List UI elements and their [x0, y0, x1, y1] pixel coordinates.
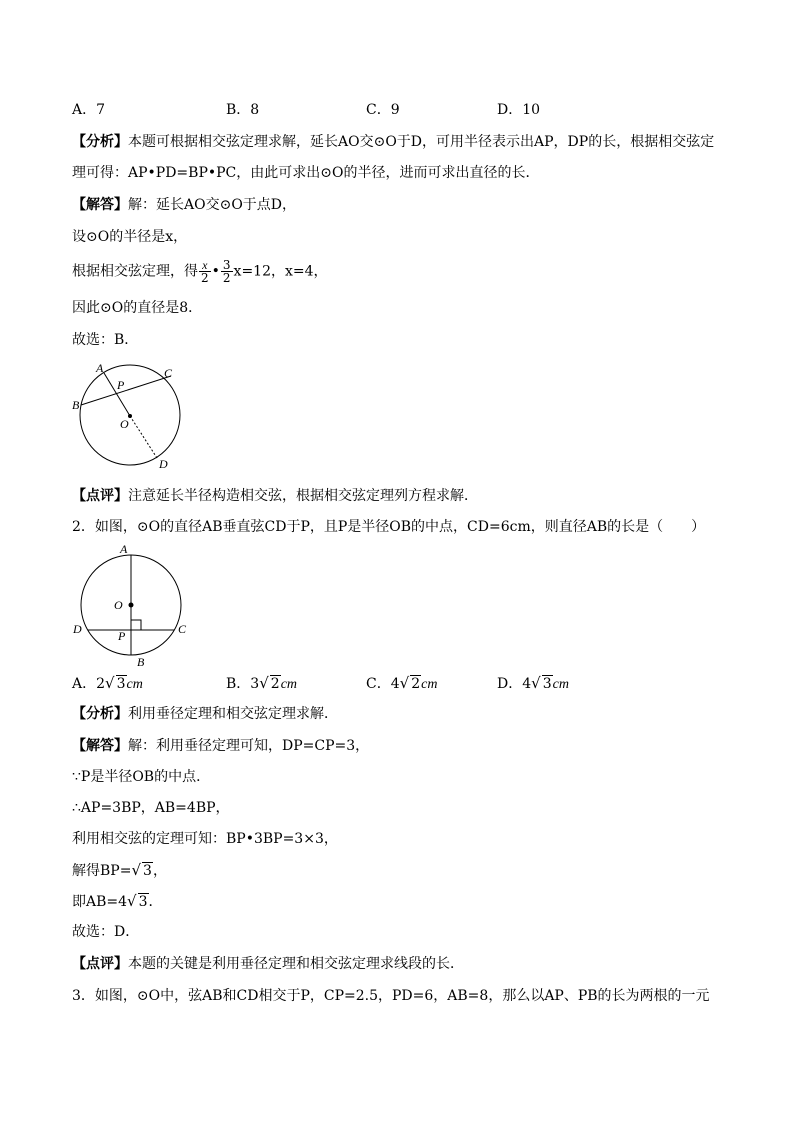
q2-answer-line-2: ∵P是半径OB的中点． — [72, 769, 211, 785]
radicand: 3 — [143, 863, 152, 879]
q2-answer-line-7: 故选：D． — [72, 924, 140, 940]
answer-6-suffix: ． — [148, 894, 163, 910]
sqrt-icon: √ — [131, 861, 142, 879]
fraction-numerator: x — [199, 259, 211, 272]
q1-option-b: B．8 — [226, 102, 260, 118]
fraction-numerator: 3 — [222, 258, 231, 272]
option-coef: 4 — [390, 676, 400, 692]
label-a: A — [120, 542, 128, 556]
q1-option-a: A．7 — [72, 102, 106, 118]
label-p: P — [118, 629, 126, 643]
answer-3-prefix: 根据相交弦定理，得 — [72, 263, 198, 280]
segment-od-dashed — [130, 416, 157, 458]
q2-answer-line-5 — [72, 860, 167, 881]
answer-text: 解：延长AO交⊙O于点D， — [128, 197, 297, 213]
fraction-denominator: 2 — [222, 271, 231, 285]
q2-comment-line — [72, 954, 464, 974]
q1-answer-line-3: 根据相交弦定理，得 $\frac{x}{2}$ • $\frac{3}{2}$ x=12，x=4， — [72, 258, 328, 285]
answer-3-suffix: x=12，x=4， — [233, 263, 328, 280]
sqrt-icon: √ — [399, 674, 410, 692]
option-coef: 4 — [522, 676, 532, 692]
q2-answer-line-4: 利用相交弦的定理可知：BP•3BP=3×3， — [72, 831, 338, 847]
q1-answer-line-1 — [72, 195, 296, 215]
q2-answer-line-3: ∴AP=3BP，AB=4BP， — [72, 800, 230, 816]
q1-circle-figure — [70, 360, 190, 475]
option-unit: cm — [126, 677, 143, 692]
sqrt-icon: √ — [105, 674, 115, 692]
label-b: B — [137, 655, 145, 669]
comment-tag: 【点评】 — [72, 956, 128, 972]
q2-analysis-line — [72, 704, 338, 724]
option-unit: cm — [421, 677, 438, 692]
label-o: O — [120, 417, 129, 431]
comment-text: 注意延长半径构造相交弦，根据相交弦定理列方程求解． — [128, 488, 478, 504]
option-letter: D． — [497, 676, 523, 692]
label-b: B — [72, 398, 80, 412]
sqrt-icon: √ — [127, 892, 137, 910]
q2-stem: 2．如图，⊙O的直径AB垂直弦CD于P，且P是半径OB的中点，CD=6cm，则直径AB的长是（ ） — [72, 519, 706, 535]
right-angle-mark — [131, 620, 141, 630]
label-c: C — [164, 366, 173, 380]
q1-comment-line — [72, 486, 478, 506]
answer-5-prefix: 解得BP= — [72, 863, 132, 879]
sqrt-icon: √ — [259, 674, 269, 692]
sqrt-icon: √ — [531, 674, 541, 692]
q1-analysis-line-2: 理可得：AP•PD=BP•PC，由此可求出⊙O的半径，进而可求出直径的长． — [72, 165, 540, 181]
q2-option-d — [497, 673, 569, 695]
option-coef: 3 — [250, 676, 260, 692]
q1-option-d: D．10 — [497, 102, 541, 118]
answer-5-suffix: ， — [152, 863, 167, 879]
analysis-tag: 【分析】 — [72, 706, 128, 722]
q2-circle-figure — [68, 540, 193, 672]
label-p: P — [117, 378, 125, 392]
center-dot — [129, 603, 134, 608]
label-o: O — [114, 598, 123, 612]
answer-tag: 【解答】 — [72, 738, 128, 754]
radicand: 2 — [411, 676, 421, 692]
radicand: 3 — [138, 894, 148, 910]
option-letter: C． — [366, 676, 391, 692]
fraction-3-over-2 — [221, 259, 233, 284]
q1-answer-line-5: 故选：B． — [72, 332, 139, 348]
q1-answer-line-2: 设⊙O的半径是x， — [72, 229, 188, 245]
radicand: 3 — [542, 676, 552, 692]
q3-stem: 3．如图，⊙O中，弦AB和CD相交于P，CP=2.5，PD=6，AB=8，那么以AP、PB的长为两根的一元 — [72, 988, 710, 1004]
answer-6-prefix: 即AB=4 — [72, 894, 128, 910]
comment-text: 本题的关键是利用垂径定理和相交弦定理求线段的长． — [128, 956, 464, 972]
comment-tag: 【点评】 — [72, 488, 128, 504]
answer-text: 解：利用垂径定理可知，DP=CP=3， — [128, 738, 370, 754]
label-c: C — [178, 622, 187, 636]
label-d: D — [73, 622, 82, 636]
option-unit: cm — [280, 677, 298, 692]
q1-analysis-line-1 — [72, 132, 714, 152]
fraction-denominator: 2 — [201, 271, 209, 285]
analysis-text: 利用垂径定理和相交弦定理求解． — [128, 706, 338, 722]
option-coef: 2 — [96, 676, 106, 692]
q1-option-c: C．9 — [366, 102, 400, 118]
label-d: D — [159, 457, 168, 471]
q2-option-b — [226, 673, 297, 695]
analysis-tag: 【分析】 — [72, 134, 128, 150]
analysis-text: 本题可根据相交弦定理求解，延长AO交⊙O于D，可用半径表示出AP，DP的长，根据相交弦定 — [128, 134, 715, 150]
q2-answer-line-1 — [72, 736, 369, 756]
q2-answer-line-6 — [72, 891, 163, 912]
q1-answer-line-4: 因此⊙O的直径是8． — [72, 300, 203, 316]
radicand: 3 — [116, 676, 126, 692]
q2-option-a — [72, 673, 143, 695]
q2-option-c — [366, 673, 437, 695]
radicand: 2 — [270, 676, 280, 692]
fraction-x-over-2 — [199, 259, 211, 284]
option-unit: cm — [552, 677, 569, 692]
option-letter: B． — [226, 676, 251, 692]
label-a: A — [96, 361, 104, 375]
option-letter: A． — [72, 676, 97, 692]
answer-tag: 【解答】 — [72, 197, 128, 213]
